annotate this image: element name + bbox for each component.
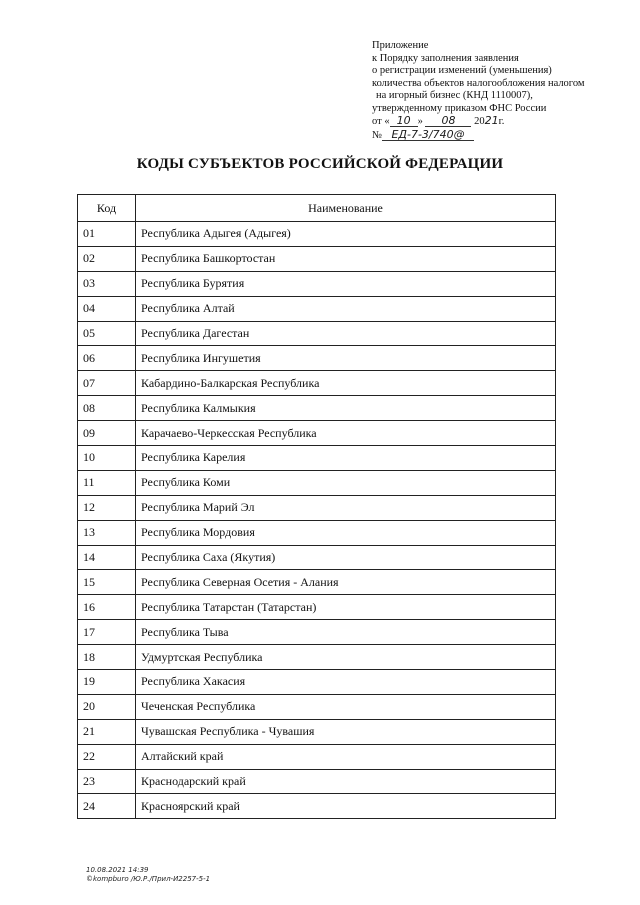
region-name: Республика Калмыкия [136,396,556,421]
region-code: 19 [78,670,136,695]
appendix-block [372,40,622,142]
table-row [78,719,556,744]
region-code: 24 [78,794,136,819]
appendix-line: количества объектов налогообложения налогом [372,77,585,89]
region-code: 22 [78,744,136,769]
region-code: 17 [78,620,136,645]
table-row [78,346,556,371]
table-row [78,645,556,670]
table-row [78,545,556,570]
date-year: 21 [484,114,499,127]
date-separator: » [417,116,423,127]
page-title: КОДЫ СУБЪЕКТОВ РОССИЙСКОЙ ФЕДЕРАЦИИ [136,156,504,172]
region-name: Алтайский край [136,744,556,769]
table-row [78,595,556,620]
region-name: Республика Башкортостан [136,246,556,271]
region-name: Республика Дагестан [136,321,556,346]
table-row [78,694,556,719]
date-month: 08 [425,115,471,127]
table-row [78,271,556,296]
footer-timestamp: 10.08.2021 14:39 [86,866,149,874]
region-code: 23 [78,769,136,794]
table-row [78,446,556,471]
table-row [78,495,556,520]
region-code: 09 [78,421,136,446]
region-code: 20 [78,694,136,719]
region-code: 14 [78,545,136,570]
region-code: 06 [78,346,136,371]
table-row [78,570,556,595]
header-code: Код [78,195,136,222]
region-code: 08 [78,396,136,421]
table-row [78,670,556,695]
region-code: 15 [78,570,136,595]
region-name: Республика Адыгея (Адыгея) [136,222,556,247]
date-prefix: от « [372,116,390,127]
header-name: Наименование [136,195,556,222]
region-name: Республика Алтай [136,296,556,321]
region-code: 12 [78,495,136,520]
table-row [78,769,556,794]
table-row [78,321,556,346]
table-row [78,371,556,396]
region-name: Республика Карелия [136,446,556,471]
table-row [78,620,556,645]
region-name: Республика Коми [136,470,556,495]
number-prefix: № [372,129,383,141]
region-code: 13 [78,520,136,545]
region-name: Республика Марий Эл [136,495,556,520]
appendix-line: на игорный бизнес (КНД 1110007), [376,90,533,101]
region-code: 10 [78,446,136,471]
region-name: Красноярский край [136,794,556,819]
region-code: 04 [78,296,136,321]
region-name: Чувашская Республика - Чувашия [136,719,556,744]
region-code: 07 [78,371,136,396]
table-row [78,246,556,271]
region-name: Республика Тыва [136,620,556,645]
region-code: 02 [78,246,136,271]
copyright-icon: © [86,875,93,883]
table-row [78,296,556,321]
region-name: Республика Ингушетия [136,346,556,371]
region-name: Республика Мордовия [136,520,556,545]
table-row [78,794,556,819]
appendix-line: к Порядку заполнения заявления [372,52,519,64]
region-code: 05 [78,321,136,346]
table-row [78,421,556,446]
region-name: Республика Татарстан (Татарстан) [136,595,556,620]
date-suffix: г. [498,116,505,127]
region-code: 21 [78,719,136,744]
region-code: 11 [78,470,136,495]
table-row [78,470,556,495]
table-row [78,222,556,247]
footer-stamp [86,866,210,884]
table-row [78,396,556,421]
region-name: Республика Хакасия [136,670,556,695]
region-code: 01 [78,222,136,247]
appendix-line: Приложение [372,40,429,51]
table-row [78,520,556,545]
region-name: Кабардино-Балкарская Республика [136,371,556,396]
region-name: Республика Северная Осетия - Алания [136,570,556,595]
regions-table [77,194,556,819]
region-name: Краснодарский край [136,769,556,794]
appendix-date-line [372,115,622,129]
region-name: Удмуртская Республика [136,645,556,670]
region-name: Карачаево-Черкесская Республика [136,421,556,446]
region-name: Чеченская Республика [136,694,556,719]
region-code: 18 [78,645,136,670]
footer-source: ©kompburo /Ю.Р./Прил-И2257-5-1 [86,875,211,883]
region-name: Республика Саха (Якутия) [136,545,556,570]
table-body [78,222,556,819]
date-day: 10 [390,115,418,127]
appendix-line: утвержденному приказом ФНС России [372,102,547,114]
table-header-row [78,195,556,222]
appendix-number-line [372,129,622,143]
region-code: 03 [78,271,136,296]
region-name: Республика Бурятия [136,271,556,296]
date-year-prefix: 20 [474,116,485,127]
appendix-line: о регистрации изменений (уменьшения) [372,65,552,76]
table-row [78,744,556,769]
number-value: ЕД-7-3/740@ [382,129,474,141]
region-code: 16 [78,595,136,620]
